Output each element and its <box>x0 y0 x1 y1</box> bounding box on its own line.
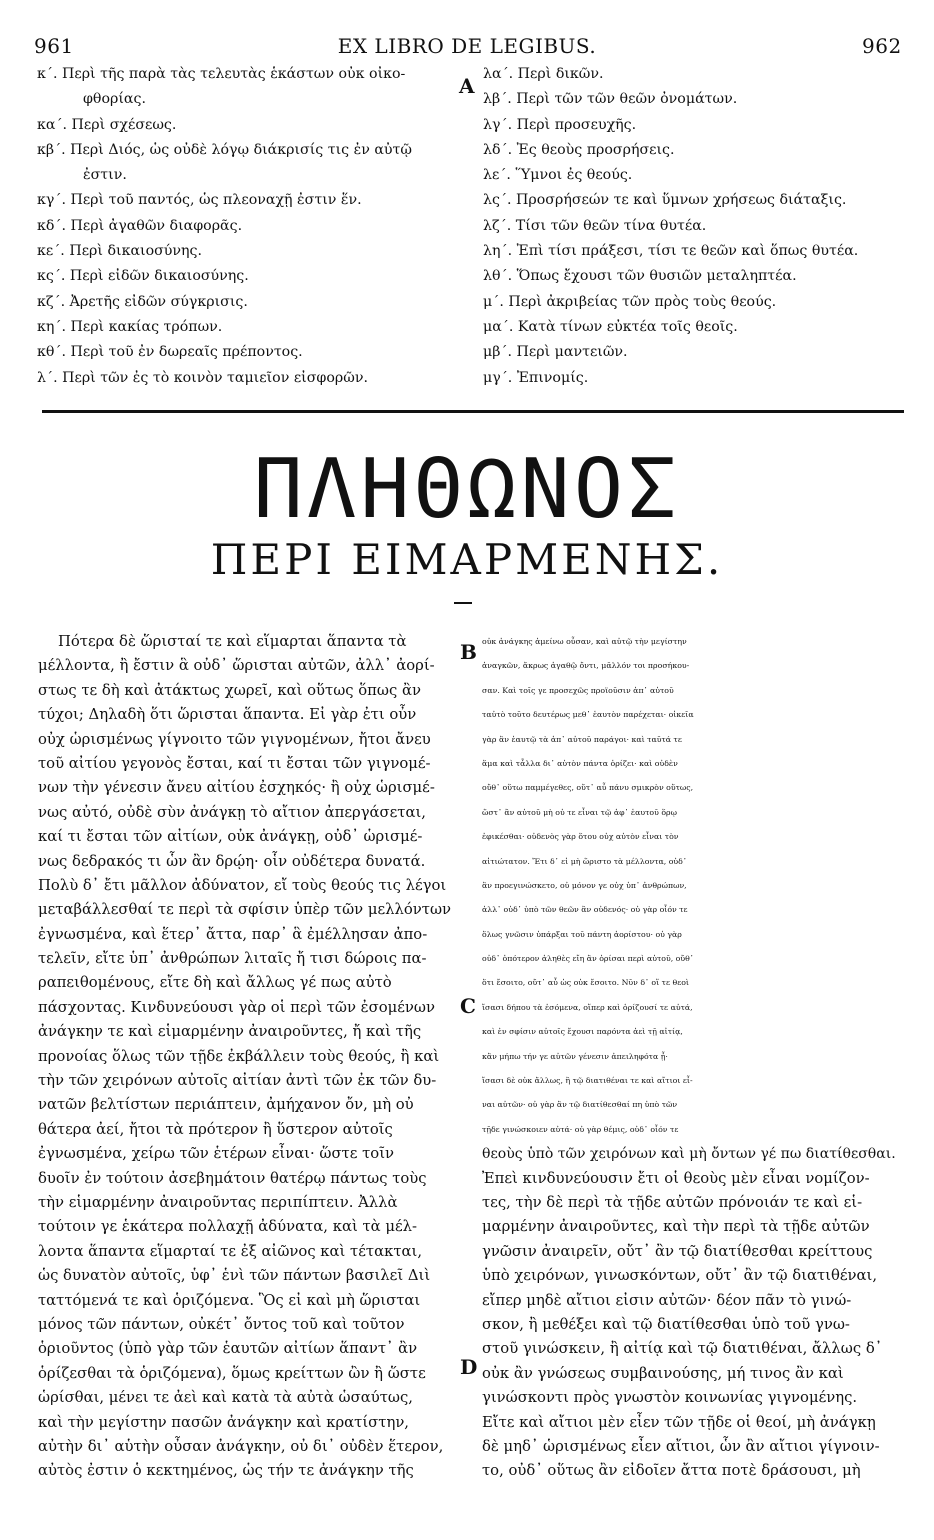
page-number-left: 961 <box>34 34 74 58</box>
toc-entry: μα΄. Κατὰ τίνων εὐκτέα τοῖς θεοῖς. <box>483 318 738 335</box>
text-line: τῇδε γινώσκοιεν αὐτά· οὐ γὰρ θέμις, οὐδ᾽ οἷόν τε <box>482 1124 679 1134</box>
toc-entry-continuation: φθορίας. <box>83 91 146 108</box>
text-line: λοντα ἅπαντα εἵμαρταί τε ἐξ αἰῶνος καὶ τέτακται, <box>38 1242 423 1260</box>
margin-mark-d: D <box>460 1355 478 1379</box>
text-line: προνοίας ὅλως τῶν τῇδε ἐκβάλλειν τοὺς θεούς, ἢ καὶ <box>38 1047 440 1065</box>
running-title: EX LIBRO DE LEGIBUS. <box>337 34 597 58</box>
text-line: στοῦ γινώσκειν, ἢ αἰτίᾳ καὶ τῷ διατιθέναι, ἄλλως δ᾽ <box>482 1340 883 1358</box>
text-line: τούτοιν γε ἑκάτερα πολλαχῇ ἀδύνατα, καὶ τὰ μέλ- <box>38 1218 417 1236</box>
text-line: νως δεδρακός τι ὧν ἂν δρῴη· οἷν οὐδέτερα δυνατά. <box>38 852 426 870</box>
toc-entry: λε΄. Ὕμνοι ἐς θεούς. <box>483 167 633 184</box>
text-line: ὁριοῦντος (ὑπὸ γὰρ τῶν ἑαυτῶν αἰτίων ἅπαντ᾽ ἂν <box>38 1340 418 1358</box>
text-line: Εἴτε καὶ αἴτιοι μὲν εἶεν τῶν τῇδε οἱ θεοί, μὴ ἀνάγκῃ <box>482 1413 876 1431</box>
text-line: γὰρ ἂν ἑαυτῷ τὰ ἀπ᾽ αὐτοῦ παράγοι· καὶ ταῦτά τε <box>482 734 682 744</box>
toc-entry: κ΄. Περὶ τῆς παρὰ τὰς τελευτὰς ἑκάστων οὐκ οἰκο- <box>37 66 406 82</box>
text-line: ὁρίζεσθαι τὰ ὁριζόμενα), ὅμως κρείττων ὢν ἢ ὥστε <box>38 1364 426 1382</box>
text-line: ἐγνωσμένα, χείρω τῶν ἑτέρων εἶναι· ὥστε τοῖν <box>38 1145 395 1163</box>
body-right-column <box>482 630 896 1484</box>
toc-entry-continuation: ἐστιν. <box>83 167 127 184</box>
text-line: καὶ τὴν μεγίστην πασῶν ἀνάγκην καὶ κρατίστην, <box>38 1413 410 1431</box>
text-line: τοῦ αἰτίου γεγονὸς ἔσται, καί τι ἔσται τῶν γιγνομέ- <box>38 754 431 772</box>
body-left-column <box>38 630 451 1484</box>
text-line: ἅμα καὶ τἆλλα δι᾽ αὑτὸν πάντα ὁρίζει· καὶ οὐδὲν <box>482 758 678 768</box>
text-line: πάσχοντας. Κινδυνεύουσι γὰρ οἱ περὶ τῶν ἐσομένων <box>38 998 435 1016</box>
text-line: ἴσασι δὲ οὐκ ἄλλως, ἢ τῷ διατιθέναι τε καὶ αἴτιοι εἶ- <box>482 1076 693 1086</box>
text-line: οὔθ᾽ οὕτω παμμέγεθες, οὔτ᾽ αὖ πάνυ σμικρὸν οὕτως, <box>482 783 694 793</box>
margin-mark-b: B <box>460 640 477 664</box>
text-line: τὴν τῶν χειρόνων αὐτοῖς αἰτίαν ἀντὶ τῶν ἐκ τῶν δυ- <box>38 1072 437 1090</box>
text-line: ὅλως γνῶσιν ὑπάρξαι τοῦ πάντη ἀορίστου· οὐ γὰρ <box>482 929 682 939</box>
margin-mark-a: A <box>459 74 475 98</box>
toc-entry: κθ΄. Περὶ τοῦ ἐν δωρεαῖς πρέποντος. <box>37 344 303 361</box>
text-line: μεταβάλλεσθαί τε περὶ τὰ σφίσιν ὑπὲρ τῶν μελλόντων <box>38 901 452 919</box>
text-line: γινώσκοντι πρὸς γνωστὸν κοινωνίας γιγνομένης. <box>482 1389 858 1407</box>
text-line: ραπειθομένους, εἴτε δὴ καὶ ἄλλως γέ πως αὐτὸ <box>38 974 392 992</box>
text-line: στως τε δὴ καὶ ἀτάκτως χωρεῖ, καὶ οὕτως ὅπως ἂν <box>38 681 421 699</box>
text-line: ὡς δυνατὸν αὐτοῖς, ὑφ᾽ ἑνὶ τῶν πάντων βασιλεῖ Διὶ <box>38 1267 431 1285</box>
text-line: ὥστ᾽ ἂν αὐτοῦ μὴ οὐ τε εἶναι τῷ ἀφ᾽ ἑαυτοῦ ὅρῳ <box>482 807 677 817</box>
text-line: τες, τὴν δὲ περὶ τὰ τῇδε αὐτῶν πρόνοιάν τε καὶ εἱ- <box>482 1193 863 1211</box>
text-line: τύχοι; Δηλαδὴ ὅτι ὥρισται ἅπαντα. Εἰ γὰρ ἐτι οὖν <box>38 706 417 724</box>
text-line: οὐχ ὡρισμένως γίγνοιτο τῶν γιγνομένων, ἤτοι ἄνευ <box>38 730 431 748</box>
text-line: μαρμένην ἀναιροῦντες, καὶ τὴν περὶ τὰ τῇδε αὐτῶν <box>482 1218 870 1236</box>
text-line: νατῶν βελτίστων περιάπτειν, ἀμήχανον ὄν, μὴ οὐ <box>38 1096 414 1114</box>
text-line: μόνος τῶν πάντων, οὐκέτ᾽ ὄντος τοῦ καὶ τοῦτον <box>38 1315 405 1333</box>
text-line: καὶ ἐν σφίσιν αὐτοῖς ἔχουσι παρόντα ἀεὶ τῇ αἰτίᾳ, <box>482 1027 683 1037</box>
text-line: αἰτιώτατον. Ἔτι δ᾽ εἰ μὴ ὥριστο τὰ μέλλοντα, οὐδ᾽ <box>482 856 687 866</box>
text-line: ταὐτὸ τοῦτο δευτέρως μεθ᾽ ἑαυτὸν παρέχεται· οἰκεῖα <box>482 710 694 720</box>
text-line: νως αὐτό, οὐδὲ σὺν ἀνάγκῃ τὸ αἴτιον ἀπεργάσεται, <box>38 803 426 821</box>
text-line: ὑπὸ χειρόνων, γινωσκόντων, οὔτ᾽ ἂν τῷ διατιθέναι, <box>482 1267 878 1285</box>
text-line: ἐγνωσμένα, καὶ ἕτερ᾽ ἄττα, παρ᾽ ἃ ἐμέλλησαν ἀπο- <box>38 925 428 943</box>
text-line: ναι αὐτῶν· οὐ γὰρ ἂν τῷ διατίθεσθαί πη ὑπὸ τῶν <box>482 1100 678 1110</box>
text-line: Ἐπεὶ κινδυνεύουσιν ἔτι οἱ θεοὺς μὲν εἶναι νομίζον- <box>482 1169 870 1187</box>
text-line: τελεῖν, εἴτε ὑπ᾽ ἀνθρώπων λιταῖς ἤ τισι δώροις πα- <box>38 950 427 968</box>
toc-entry: κδ΄. Περὶ ἀγαθῶν διαφορᾶς. <box>37 217 243 234</box>
toc-entry: μγ΄. Ἐπινομίς. <box>483 369 589 386</box>
toc-entry: μβ΄. Περὶ μαντειῶν. <box>483 344 628 361</box>
toc-right-column <box>483 62 858 391</box>
text-line: αὐτὴν δι᾽ αὑτὴν οὖσαν ἀνάγκην, οὐ δι᾽ οὐδὲν ἕτερον, <box>38 1437 444 1455</box>
toc-entry: κη΄. Περὶ κακίας τρόπων. <box>37 318 223 335</box>
text-line: το, οὐδ᾽ οὕτως ἂν εἰδοῖεν ἄττα ποτὲ δράσουσι, μὴ <box>482 1462 861 1480</box>
text-line: δυοῖν ἐν τούτοιν ἀσεβημάτοιν θατέρῳ πάντως τοὺς <box>38 1169 427 1187</box>
toc-entry: λθ΄. Ὅπως ἔχουσι τῶν θυσιῶν μεταληπτέα. <box>483 268 797 285</box>
text-line: ἴσασι δήπου τὰ ἐσόμενα, οἵπερ καὶ ὁρίζουσί τε αὐτά, <box>482 1002 693 1012</box>
toc-entry: κς΄. Περὶ εἰδῶν δικαιοσύνης. <box>37 268 249 285</box>
margin-mark-c: C <box>460 994 476 1018</box>
text-line: ἐφικέσθαι· οὐδενὸς γὰρ ὅτου οὐχ αὐτὸν εἶναι τὸν <box>482 832 679 842</box>
text-line: μέλλοντα, ἢ ἔστιν ἃ οὐδ᾽ ὥρισται αὐτῶν, ἀλλ᾽ ἀορί- <box>38 657 435 675</box>
text-line: Πολὺ δ᾽ ἔτι μᾶλλον ἀδύνατον, εἴ τοὺς θεούς τις λέγοι <box>38 876 447 894</box>
text-line: δὲ μηδ᾽ ὡρισμένως εἶεν αἴτιοι, ὧν ἂν αἴτιοι γίγνοιν- <box>482 1437 880 1455</box>
toc-entry: κβ΄. Περὶ Διός, ὡς οὐδὲ λόγῳ διάκρισίς τις ἐν αὐτῷ <box>37 141 412 158</box>
toc-entry: κγ΄. Περὶ τοῦ παντός, ὡς πλεοναχῇ ἐστιν ἕν. <box>37 192 362 209</box>
text-line: ἀναγκῶν, ἄκρως ἀγαθῷ ὄντι, μᾶλλόν τοι προσήκου- <box>482 661 690 671</box>
text-line: αὐτὸς ἐστιν ὁ κεκτημένος, ὡς τήν τε ἀνάγκην τῆς <box>38 1462 414 1480</box>
toc-entry: λβ΄. Περὶ τῶν τῶν θεῶν ὀνομάτων. <box>483 91 738 108</box>
text-line: σαν. Καὶ τοῖς γε προσεχῶς προϊοῦσιν ἀπ᾽ αὐτοῦ <box>482 685 674 695</box>
text-line: γνῶσιν ἀναιρεῖν, οὔτ᾽ ἂν τῷ διατίθεσθαι κρείττους <box>482 1242 873 1260</box>
toc-entry: λς΄. Προσρήσεών τε καὶ ὕμνων χρήσεως διάταξις. <box>483 192 847 209</box>
text-line: εἴπερ μηδὲ αἴτιοι εἰσιν αὐτῶν· δέον πᾶν τὸ γινώ- <box>482 1291 852 1309</box>
text-line: ἀλλ᾽ οὐδ᾽ ὑπὸ τῶν θεῶν ἂν οὐδενός· οὐ γὰρ οἷόν τε <box>482 905 688 915</box>
toc-entry: κε΄. Περὶ δικαιοσύνης. <box>37 243 203 260</box>
text-line: καί τι ἔσται τῶν αἰτίων, οὐκ ἀνάγκῃ, οὐδ᾽ ὡρισμέ- <box>38 828 423 846</box>
toc-entry: κα΄. Περὶ σχέσεως. <box>37 116 177 133</box>
text-line: ἂν προεγινώσκετο, οὐ μόνον γε οὐχ ὑπ᾽ ἀνθρώπων, <box>482 880 687 890</box>
text-line: ἀνάγκην τε καὶ εἱμαρμένην ἀναιροῦντες, ἤ καὶ τῆς <box>38 1023 422 1041</box>
text-line: σκον, ἢ μεθέξει καὶ τῷ διατίθεσθαι ὑπὸ τοῦ γνω- <box>482 1315 850 1333</box>
toc-entry: μ΄. Περὶ ἀκριβείας τῶν πρὸς τοὺς θεούς. <box>483 293 777 310</box>
page-number-right: 962 <box>862 34 902 58</box>
work-title: ΠΕΡΙ ΕΙΜΑΡΜΕΝΗΣ. <box>210 535 724 584</box>
toc-left-column <box>37 62 412 391</box>
toc-entry: λ΄. Περὶ τῶν ἐς τὸ κοινὸν ταμιεῖον εἰσφορῶν. <box>37 369 368 386</box>
text-line: κἂν μήπω τήν γε αὐτῶν γένεσιν ἀπειληφότα ᾖ· <box>482 1051 668 1061</box>
text-line: θεοὺς ὑπὸ τῶν χειρόνων καὶ μὴ ὄντων γέ πω διατίθεσθαι. <box>482 1146 896 1163</box>
text-line: Πότερα δὲ ὥρισταί τε καὶ εἵμαρται ἅπαντα τὰ <box>58 633 407 650</box>
toc-entry: λδ΄. Ἐς θεοὺς προσρήσεις. <box>483 141 675 158</box>
text-line: ὡρίσθαι, μένει τε ἀεὶ καὶ κατὰ τὰ αὐτὰ ὡσαύτως, <box>38 1389 413 1407</box>
text-line: οὐκ ἂν γνώσεως συμβαινούσης, μή τινος ἂν καὶ <box>482 1364 844 1382</box>
text-line: οὐδ᾽ ὁπότερον ἀληθὲς εἴη ἂν ὁρίσαι περὶ αὐτοῦ, οὔθ᾽ <box>482 954 694 964</box>
toc-entry: λη΄. Ἐπὶ τίσι πράξεσι, τίσι τε θεῶν καὶ ὅπως θυτέα. <box>483 243 859 260</box>
section-divider <box>42 410 904 413</box>
text-line: νων τὴν γένεσιν ἄνευ αἰτίου ἐσχηκός· ἢ οὐχ ὡρισμέ- <box>38 779 435 797</box>
toc-entry: λγ΄. Περὶ προσευχῆς. <box>483 116 637 133</box>
toc-entry: λα΄. Περὶ δικῶν. <box>483 66 604 82</box>
toc-entry: κζ΄. Ἀρετῆς εἰδῶν σύγκρισις. <box>37 293 248 310</box>
text-line: οὐκ ἀνάγκης ἀμείνω οὖσαν, καὶ αὐτῷ τὴν μεγίστην <box>482 637 687 646</box>
text-line: ταττόμενά τε καὶ ὁριζόμενα. Ὃς εἰ καὶ μὴ ὥρισται <box>38 1291 421 1309</box>
text-line: ὅτι ἔσοιτο, οὔτ᾽ αὖ ὡς οὐκ ἔσοιτο. Νῦν δ᾽ οἵ τε θεοὶ <box>482 978 689 988</box>
text-line: θάτερα ἀεί, ἤτοι τὰ πρότερον ἢ ὕστερον αὐτοῖς <box>38 1120 393 1138</box>
author-title: ΠΛΗΘΩΝΟΣ <box>253 442 681 537</box>
toc-entry: λζ΄. Τίσι τῶν θεῶν τίνα θυτέα. <box>483 217 707 234</box>
text-line: τὴν εἱμαρμένην ἀναιροῦντας περιπίπτειν. Ἀλλὰ <box>38 1193 398 1211</box>
title-dash <box>454 602 472 604</box>
